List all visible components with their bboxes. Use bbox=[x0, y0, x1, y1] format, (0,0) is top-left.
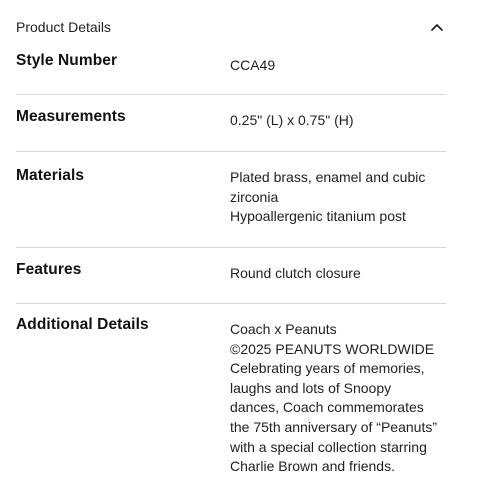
detail-value bbox=[230, 168, 446, 247]
detail-label: Materials bbox=[16, 167, 85, 184]
detail-value bbox=[230, 111, 446, 151]
detail-label: Additional Details bbox=[16, 316, 149, 333]
value-line: CCA49 bbox=[230, 57, 276, 73]
detail-label: Measurements bbox=[16, 108, 126, 125]
value-line: with a special collection starring bbox=[230, 438, 427, 455]
value-line: dances, Coach commemorates bbox=[230, 399, 424, 416]
value-line: the 75th anniversary of “Peanuts” bbox=[230, 418, 438, 435]
value-line: Round clutch closure bbox=[230, 265, 361, 281]
value-line: Plated brass, enamel and cubic bbox=[230, 169, 426, 185]
value-line: laughs and lots of Snoopy bbox=[230, 379, 392, 396]
value-line: Hypoallergenic titanium post bbox=[230, 208, 406, 225]
chevron-up-icon[interactable] bbox=[430, 20, 444, 34]
detail-label: Style Number bbox=[16, 52, 118, 69]
detail-value bbox=[230, 264, 446, 303]
detail-row-additional-details bbox=[16, 304, 446, 477]
section-title: Product Details bbox=[16, 19, 111, 35]
value-line: Coach x Peanuts bbox=[230, 321, 337, 337]
detail-row-features bbox=[16, 248, 446, 304]
value-line: ©2025 PEANUTS WORLDWIDE bbox=[230, 340, 435, 357]
value-line: Celebrating years of memories, bbox=[230, 360, 425, 377]
detail-row-measurements bbox=[16, 95, 446, 152]
product-details-panel bbox=[16, 0, 446, 477]
value-line: 0.25" (L) x 0.75" (H) bbox=[230, 112, 354, 128]
value-line: zirconia bbox=[230, 188, 279, 205]
detail-row-style-number bbox=[16, 48, 446, 95]
product-details-accordion-header[interactable] bbox=[16, 0, 446, 48]
detail-label: Features bbox=[16, 261, 82, 278]
detail-value bbox=[230, 56, 446, 94]
detail-row-materials bbox=[16, 152, 446, 248]
value-line: Charlie Brown and friends. bbox=[230, 458, 395, 475]
detail-value bbox=[230, 320, 446, 477]
